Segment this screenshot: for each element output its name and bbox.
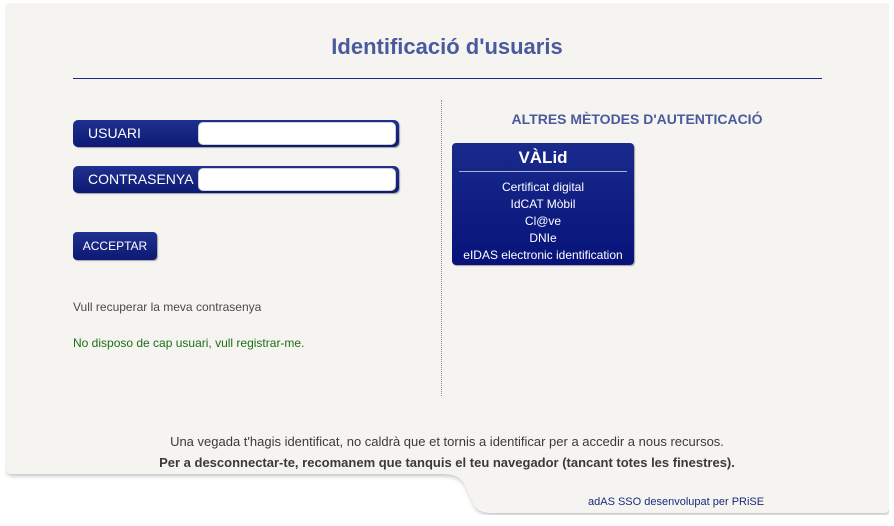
- valid-title: VÀLid: [518, 148, 568, 167]
- recover-password-link[interactable]: Vull recuperar la meva contrasenya: [73, 300, 262, 314]
- alt-methods-title: ALTRES MÈTODES D'AUTENTICACIÓ: [511, 111, 763, 127]
- column-divider: [441, 100, 442, 396]
- username-field: [73, 120, 399, 147]
- valid-method-item: Certificat digital: [501, 180, 585, 194]
- password-field: [73, 166, 399, 193]
- valid-methods-list: [452, 179, 634, 264]
- valid-method-item: Cl@ve: [524, 214, 562, 228]
- password-input[interactable]: [198, 168, 396, 191]
- footer-disconnect-text: Per a desconnectar-te, recomanem que tanquis el teu navegador (tancant totes les finestres).: [159, 455, 735, 470]
- footer-info-text: Una vegada t'hagis identificat, no caldrà que et tornis a identificar per a accedir a nous recursos.: [170, 434, 724, 449]
- valid-method-item: DNIe: [529, 231, 557, 245]
- accept-button[interactable]: ACCEPTAR: [73, 232, 157, 260]
- page-title: Identificació d'usuaris: [331, 34, 563, 59]
- valid-divider: [459, 171, 627, 172]
- username-input[interactable]: [198, 122, 396, 145]
- valid-method-item: eIDAS electronic identification: [463, 248, 623, 262]
- password-label: CONTRASENYA: [88, 171, 194, 187]
- valid-method-item: IdCAT Mòbil: [510, 197, 576, 211]
- title-divider: [73, 78, 822, 79]
- credit-text: adAS SSO desenvolupat per PRiSE: [588, 496, 765, 508]
- valid-auth-button[interactable]: [452, 143, 634, 265]
- register-link[interactable]: No disposo de cap usuari, vull registrar-me.: [73, 336, 305, 350]
- username-label: USUARI: [88, 125, 141, 141]
